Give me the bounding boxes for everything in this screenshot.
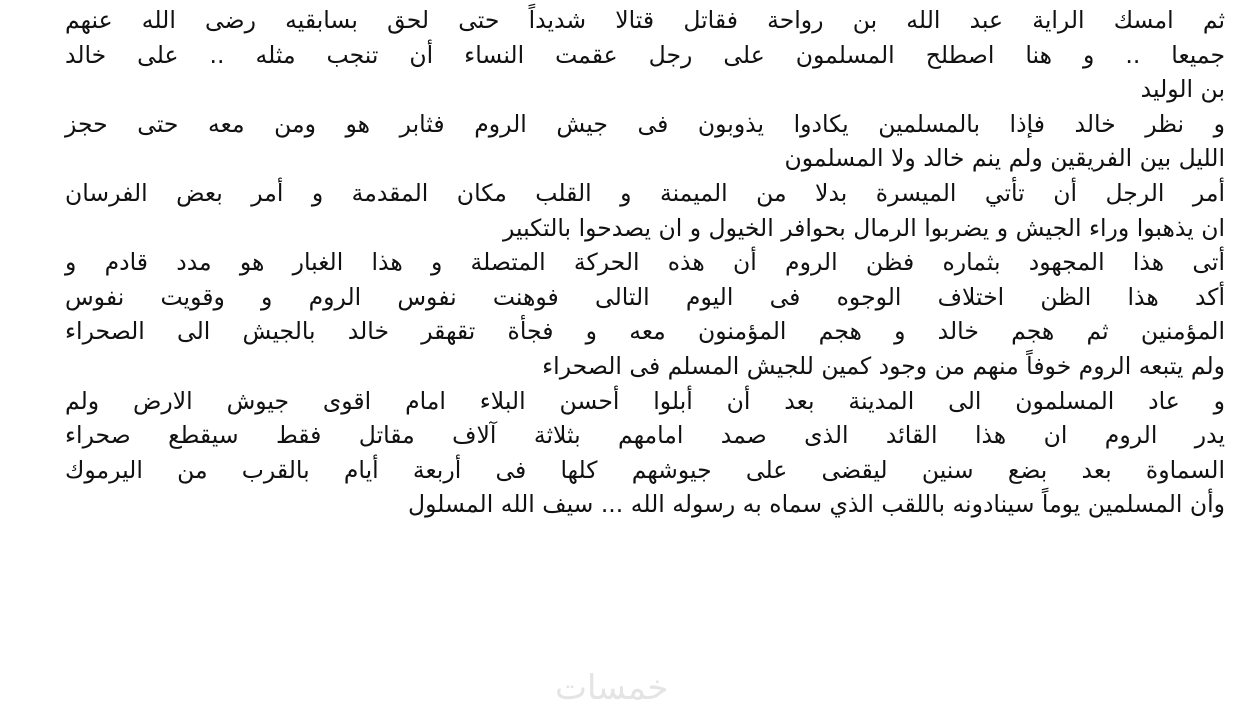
- text-line: جميعا .. و هنا اصطلح المسلمون على رجل عقمت النساء أن تنجب مثله .. على خالد: [65, 40, 1225, 69]
- watermark-logo: خمسات: [555, 668, 669, 708]
- text-line: السماوة بعد بضع سنين ليقضى على جيوشهم كلها فى أربعة أيام بالقرب من اليرموك: [65, 455, 1225, 484]
- text-line: ولم يتبعه الروم خوفاً منهم من وجود كمين للجيش المسلم فى الصحراء: [542, 351, 1225, 380]
- text-line: و عاد المسلمون الى المدينة بعد أن أبلوا أحسن البلاء امام اقوى جيوش الارض ولم: [65, 386, 1225, 415]
- text-line: أتى هذا المجهود بثماره فظن الروم أن هذه الحركة المتصلة و هذا الغبار هو مدد قادم و: [65, 248, 1225, 277]
- text-line: يدر الروم ان هذا القائد الذى صمد امامهم بثلاثة آلاف مقاتل فقط سيقطع صحراء: [65, 421, 1225, 450]
- text-line: الليل بين الفريقين ولم ينم خالد ولا المسلمون: [784, 144, 1225, 173]
- text-line: ان يذهبوا وراء الجيش و يضربوا الرمال بحوافر الخيول و ان يصدحوا بالتكبير: [503, 213, 1225, 242]
- arabic-text-body: [65, 0, 1225, 522]
- text-line: أمر الرجل أن تأتي الميسرة بدلا من الميمنة و القلب مكان المقدمة و أمر بعض الفرسان: [65, 178, 1225, 207]
- text-line: أكد هذا الظن اختلاف الوجوه فى اليوم التالى فوهنت نفوس الروم و وقويت نفوس: [65, 282, 1225, 311]
- text-line: وأن المسلمين يوماً سينادونه باللقب الذي سماه به رسوله الله ... سيف الله المسلول: [408, 490, 1225, 519]
- text-line: و نظر خالد فإذا بالمسلمين يكادوا يذوبون فى جيش الروم فثابر هو ومن معه حتى حجز: [65, 109, 1225, 138]
- text-line: المؤمنين ثم هجم خالد و هجم المؤمنون معه و فجأة تقهقر خالد بالجيش الى الصحراء: [65, 317, 1225, 346]
- text-line: ثم امسك الراية عبد الله بن رواحة فقاتل قتالا شديداً حتى لحق بسابقيه رضى الله عنهم: [65, 6, 1225, 34]
- text-line: بن الوليد: [1140, 75, 1225, 104]
